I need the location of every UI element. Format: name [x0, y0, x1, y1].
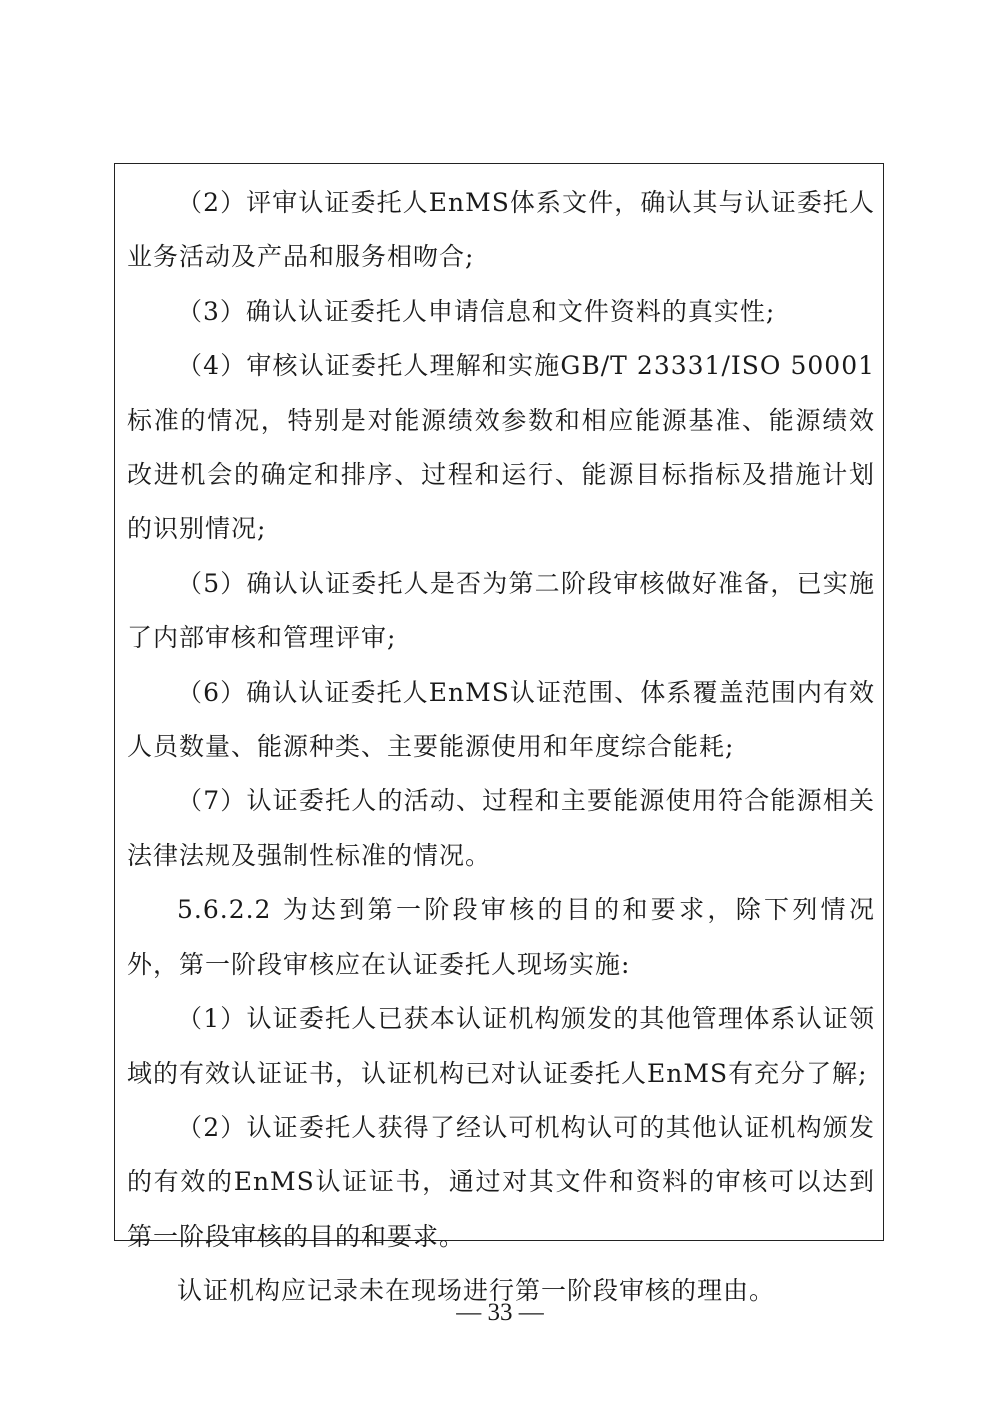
paragraph-exception-1: （1）认证委托人已获本认证机构颁发的其他管理体系认证领域的有效认证证书，认证机构已对认证委托人EnMS有充分了解; [127, 1004, 875, 1088]
paragraph-item-5-stage-two-readiness: （5）确认认证委托人是否为第二阶段审核做好准备，已实施了内部审核和管理评审; [127, 568, 875, 653]
paragraph-item-7-legal-compliance: （7）认证委托人的活动、过程和主要能源使用符合能源相关法律法规及强制性标准的情况。 [127, 786, 875, 870]
paragraph-item-3-authenticity: （3）确认认证委托人申请信息和文件资料的真实性; [177, 296, 776, 326]
paragraph-clause-5-6-2-2: 5.6.2.2 为达到第一阶段审核的目的和要求，除下列情况外，第一阶段审核应在认证委托人现场实施: [127, 895, 875, 979]
paragraph-item-6-scope: （6）确认认证委托人EnMS认证范围、体系覆盖范围内有效人员数量、能源种类、主要能源使用和年度综合能耗; [127, 677, 875, 762]
paragraph-item-4-standard-implementation: （4）审核认证委托人理解和实施GB/T 23331/ISO 50001标准的情况，特别是对能源绩效参数和相应能源基准、能源绩效改进机会的确定和排序、过程和运行、能源目标指标及措施计划的识别情况; [127, 351, 875, 544]
paragraph-item-2-document-review: （2）评审认证委托人EnMS体系文件，确认其与认证委托人业务活动及产品和服务相吻合; [127, 188, 875, 272]
paragraph-exception-2: （2）认证委托人获得了经认可机构认可的其他认证机构颁发的有效的EnMS认证证书，通过对其文件和资料的审核可以达到第一阶段审核的目的和要求。 [127, 1112, 875, 1251]
page-number: — 33 — [456, 1299, 544, 1326]
paragraph-record-reason: 认证机构应记录未在现场进行第一阶段审核的理由。 [177, 1276, 776, 1306]
content-box [114, 163, 884, 1306]
